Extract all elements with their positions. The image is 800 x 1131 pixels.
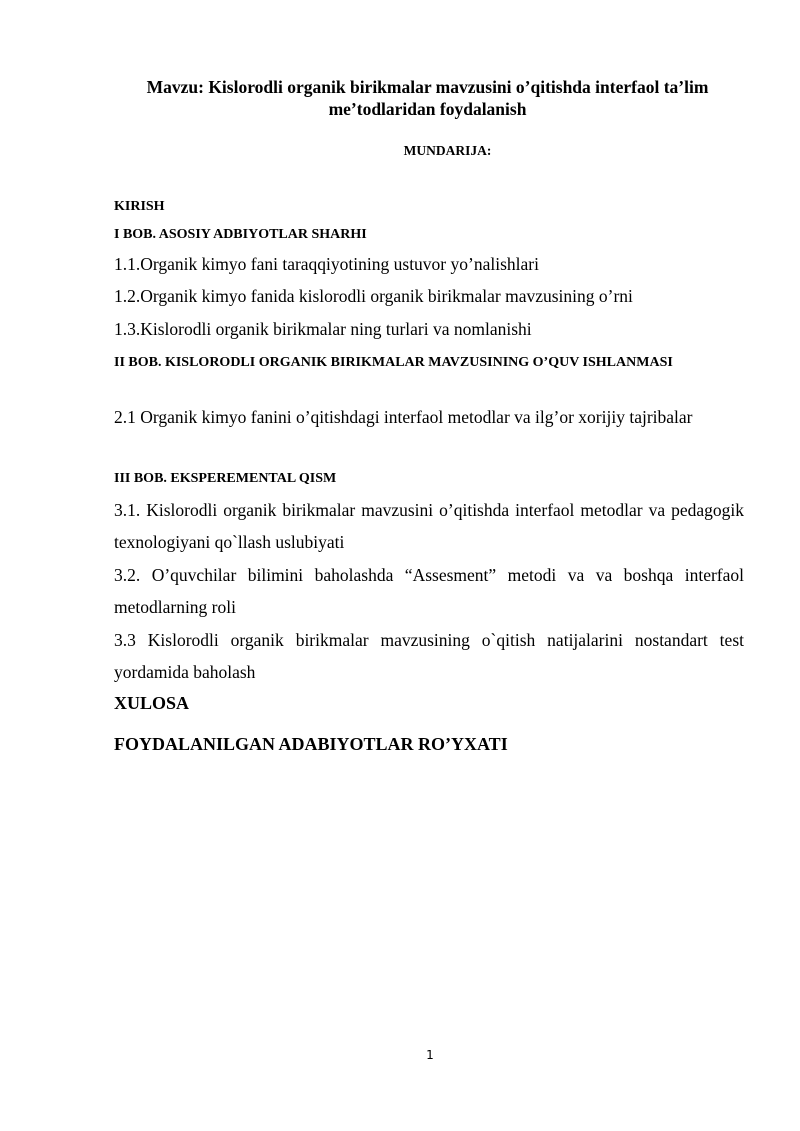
toc-item-1-3: 1.3.Kislorodli organik birikmalar ning turlari va nomlanishi <box>114 319 532 339</box>
toc-xulosa: XULOSA <box>114 693 190 713</box>
document-title: Mavzu: Kislorodli organik birikmalar mavzusini o’qitishda interfaol ta’lim me’todlaridan foydalanish <box>146 77 709 119</box>
toc-item-3-2: 3.2. O’quvchilar bilimini baholashda “Assesment” metodi va va boshqa interfaol metodlarning roli <box>114 565 744 617</box>
toc-item-3-1: 3.1. Kislorodli organik birikmalar mavzusini o’qitishda interfaol metodlar va pedagogik texnologiyani qo`llash uslubiyati <box>114 500 744 552</box>
toc-chapter-1: I BOB. ASOSIY ADBIYOTLAR SHARHI <box>114 227 367 242</box>
contents-heading: MUNDARIJA: <box>403 143 492 158</box>
page-number: 1 <box>426 1048 434 1062</box>
toc-item-1-2: 1.2.Organik kimyo fanida kislorodli organik birikmalar mavzusining o’rni <box>114 286 633 306</box>
toc-chapter-3: III BOB. EKSPEREMENTAL QISM <box>114 471 337 486</box>
toc-item-2-1: 2.1 Organik kimyo fanini o’qitishdagi interfaol metodlar va ilg’or xorijiy tajribalar <box>114 407 693 427</box>
toc-kirish: KIRISH <box>114 199 165 214</box>
toc-item-3-3: 3.3 Kislorodli organik birikmalar mavzusining o`qitish natijalarini nostandart test yordamida baholash <box>114 630 744 682</box>
toc-references: FOYDALANILGAN ADABIYOTLAR RO’YXATI <box>114 734 508 754</box>
toc-item-1-1: 1.1.Organik kimyo fani taraqqiyotining ustuvor yo’nalishlari <box>114 254 539 274</box>
toc-chapter-2: II BOB. KISLORODLI ORGANIK BIRIKMALAR MAVZUSINING O’QUV ISHLANMASI <box>114 355 673 370</box>
